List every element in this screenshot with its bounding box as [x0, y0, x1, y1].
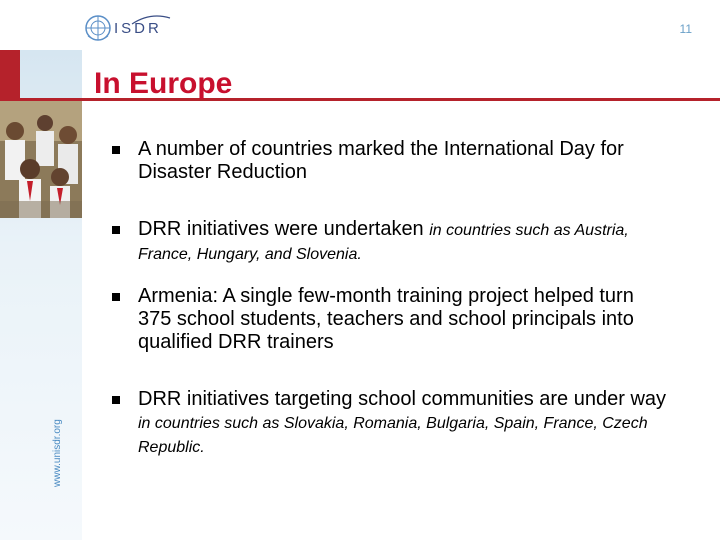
page-number: 11 — [679, 22, 692, 36]
slide-header — [0, 0, 720, 50]
schoolchildren-photo — [0, 101, 82, 218]
bullet-square-icon — [112, 396, 120, 404]
bullet-item — [110, 388, 670, 459]
bullet-square-icon — [112, 146, 120, 154]
bullet-item — [110, 138, 670, 184]
website-url[interactable]: www.unisdr.org — [52, 419, 63, 487]
bullet-text: DRR initiatives were undertaken — [138, 218, 424, 240]
bullet-square-icon — [112, 226, 120, 234]
isdr-logo: ISDR — [114, 20, 162, 37]
slide-title: In Europe — [94, 67, 233, 100]
bullet-text: DRR initiatives targeting school communities are under way — [138, 388, 667, 410]
bullet-detail: in countries such as Slovakia, Romania, Bulgaria, Spain, France, Czech Republic. — [138, 415, 648, 456]
bullet-text: Armenia: A single few-month training project helped turn 375 school students, teachers and school principals into qualified DRR trainers — [138, 285, 634, 353]
bullet-item — [110, 218, 670, 266]
un-emblem-icon — [84, 14, 112, 42]
bullet-detail: in countries such as Austria, France, Hungary, and Slovenia. — [138, 222, 629, 263]
bullet-text: A number of countries marked the International Day for Disaster Reduction — [138, 138, 624, 183]
red-accent-block — [0, 50, 20, 98]
bullet-square-icon — [112, 293, 120, 301]
bullet-item — [110, 285, 670, 354]
